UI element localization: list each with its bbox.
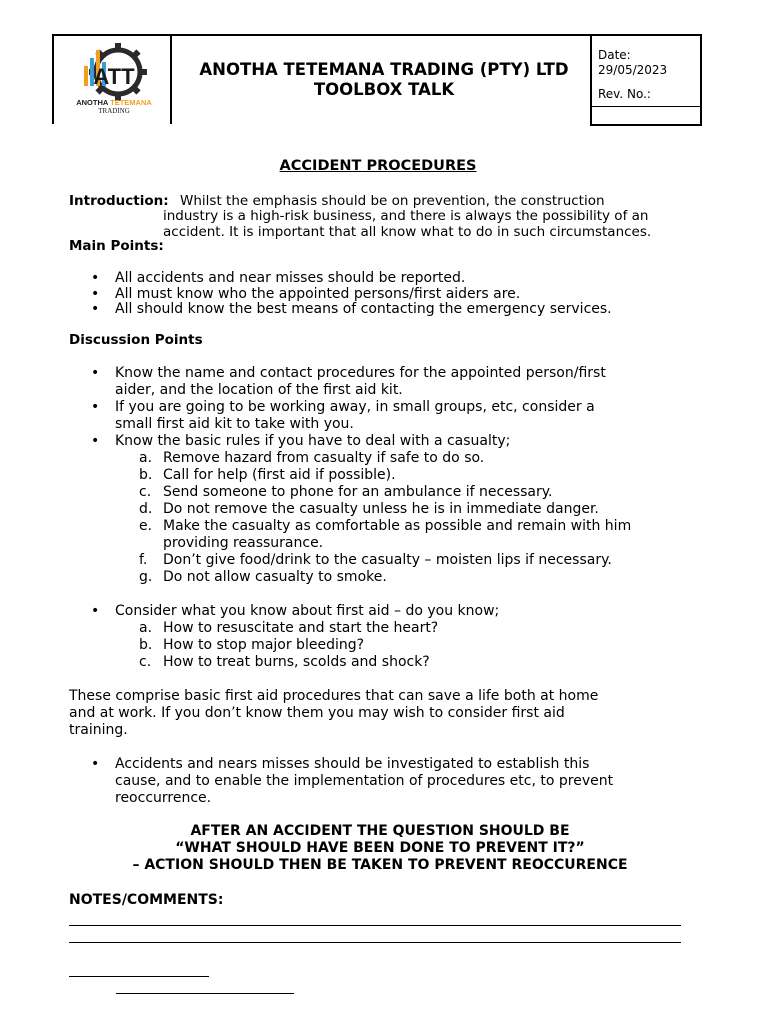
bullet-icon: • <box>91 270 100 286</box>
notes-line[interactable] <box>69 925 681 926</box>
header-table <box>52 34 702 124</box>
casualty-rule-text: Remove hazard from casualty if safe to do so. <box>163 450 485 466</box>
discussion-text: small first aid kit to take with you. <box>115 416 354 432</box>
list-letter: a. <box>139 620 153 636</box>
investigation-text: cause, and to enable the implementation of procedures etc, to prevent <box>115 773 614 789</box>
header-box-bottom <box>590 124 702 126</box>
callout-line: – ACTION SHOULD THEN BE TAKEN TO PREVENT REOCCURENCE <box>132 857 628 873</box>
casualty-rule-text: Call for help (first aid if possible). <box>163 467 396 483</box>
bullet-icon: • <box>91 399 100 415</box>
body-paragraph-line: These comprise basic first aid procedures that can save a life both at home <box>69 688 599 704</box>
page-title: ACCIDENT PROCEDURES <box>279 158 477 174</box>
list-letter: d. <box>139 501 153 517</box>
logo-name-line2: TRADING <box>98 107 130 115</box>
discussion-text: aider, and the location of the first aid kit. <box>115 382 403 398</box>
document-type: TOOLBOX TALK <box>313 80 455 99</box>
list-letter: c. <box>139 484 152 500</box>
main-points-heading: Main Points: <box>69 238 164 254</box>
list-letter: b. <box>139 467 153 483</box>
discussion-heading: Discussion Points <box>69 332 203 348</box>
list-letter: c. <box>139 654 152 670</box>
bullet-icon: • <box>91 433 100 449</box>
company-title <box>174 60 594 100</box>
list-letter: e. <box>139 518 153 534</box>
introduction-line: industry is a high-risk business, and there is always the possibility of an <box>163 208 649 224</box>
list-letter: a. <box>139 450 153 466</box>
main-point-text: All must know who the appointed persons/first aiders are. <box>115 286 521 302</box>
header-right-border <box>700 34 702 126</box>
introduction-line: accident. It is important that all know what to do in such circumstances. <box>163 224 652 240</box>
introduction-label: Introduction: <box>69 193 169 209</box>
date-cell <box>598 48 698 78</box>
first-aid-question-text: How to treat burns, scolds and shock? <box>163 654 430 670</box>
bullet-icon: • <box>91 301 100 317</box>
header-top-border <box>52 34 702 36</box>
list-letter: g. <box>139 569 153 585</box>
bullet-icon: • <box>91 756 100 772</box>
casualty-rule-text: Make the casualty as comfortable as possible and remain with him <box>163 518 632 534</box>
callout-line: AFTER AN ACCIDENT THE QUESTION SHOULD BE <box>190 823 570 839</box>
company-name: ANOTHA TETEMANA TRADING (PTY) LTD <box>199 60 569 79</box>
list-letter: b. <box>139 637 153 653</box>
investigation-text: Accidents and nears misses should be investigated to establish this <box>115 756 590 772</box>
discussion-text: If you are going to be working away, in small groups, etc, consider a <box>115 399 595 415</box>
bullet-icon: • <box>91 365 100 381</box>
investigation-text: reoccurrence. <box>115 790 212 806</box>
rev-label: Rev. No.: <box>598 87 651 101</box>
header-rev-rule <box>590 106 702 107</box>
date-label: Date: <box>598 48 631 62</box>
casualty-rule-text: providing reassurance. <box>163 535 324 551</box>
body-paragraph-line: training. <box>69 722 128 738</box>
first-aid-question-text: How to resuscitate and start the heart? <box>163 620 439 636</box>
logo-letters: ATT <box>93 64 135 89</box>
notes-line[interactable] <box>69 942 681 943</box>
header-left-border <box>52 34 54 124</box>
company-logo <box>62 42 166 118</box>
first-aid-question-text: How to stop major bleeding? <box>163 637 365 653</box>
discussion-text: Know the basic rules if you have to deal with a casualty; <box>115 433 511 449</box>
notes-line-short[interactable] <box>69 976 209 977</box>
main-point-text: All should know the best means of contacting the emergency services. <box>115 301 612 317</box>
body-paragraph-line: and at work. If you don’t know them you may wish to consider first aid <box>69 705 565 721</box>
callout-line: “WHAT SHOULD HAVE BEEN DONE TO PREVENT IT?” <box>175 840 585 856</box>
bullet-icon: • <box>91 286 100 302</box>
casualty-rule-text: Do not remove the casualty unless he is in immediate danger. <box>163 501 599 517</box>
date-value: 29/05/2023 <box>598 63 668 77</box>
header-divider-1 <box>170 34 172 124</box>
logo-bar <box>84 66 88 86</box>
main-point-text: All accidents and near misses should be reported. <box>115 270 466 286</box>
casualty-rule-text: Send someone to phone for an ambulance if necessary. <box>163 484 553 500</box>
casualty-rule-text: Don’t give food/drink to the casualty – moisten lips if necessary. <box>163 552 612 568</box>
bullet-icon: • <box>91 603 100 619</box>
signature-line[interactable] <box>116 993 294 994</box>
introduction-line: Whilst the emphasis should be on prevention, the construction <box>180 193 605 209</box>
discussion-text: Consider what you know about first aid – do you know; <box>115 603 500 619</box>
logo-name-line1: ANOTHA TETEMANA <box>76 98 152 107</box>
notes-label: NOTES/COMMENTS: <box>69 892 224 908</box>
discussion-text: Know the name and contact procedures for the appointed person/first <box>115 365 606 381</box>
list-letter: f. <box>139 552 148 568</box>
casualty-rule-text: Do not allow casualty to smoke. <box>163 569 387 585</box>
